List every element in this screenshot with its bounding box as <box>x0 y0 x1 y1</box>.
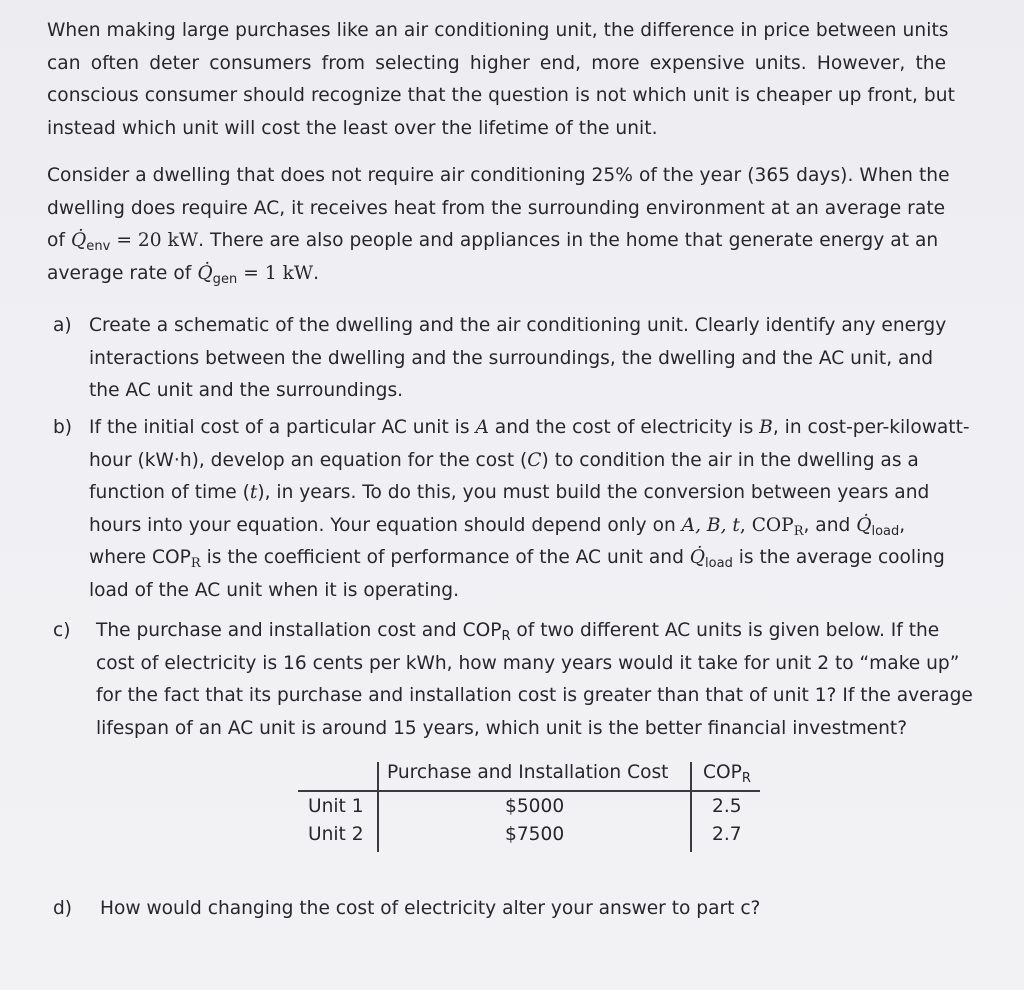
table-divider-vertical-left <box>377 762 379 852</box>
setup-line <box>47 225 992 258</box>
part-a-marker: a) <box>53 315 72 336</box>
var-list: A, B, t <box>681 514 740 536</box>
q-env-value: = 20 kW <box>110 230 199 251</box>
q-env-subscript: env <box>86 239 111 254</box>
table-row-cost: $5000 <box>505 796 565 817</box>
setup-line <box>47 258 992 291</box>
cop-subscript: R <box>190 556 201 571</box>
table-row-cop: 2.7 <box>712 824 742 845</box>
intro-line: instead which unit will cost the least over the lifetime of the unit. <box>47 117 658 139</box>
part-c-line: lifespan of an AC unit is around 15 years, which unit is the better financial investment? <box>96 717 908 739</box>
q-load-subscript: load <box>871 523 900 539</box>
text-fragment: hours into your equation. Your equation should depend only on <box>89 514 682 536</box>
part-d-body <box>100 893 1003 926</box>
text-fragment: and the cost of electricity is <box>488 417 760 438</box>
var-b: B <box>759 417 773 438</box>
q-gen-subscript: gen <box>212 271 238 287</box>
part-c-line: cost of electricity is 16 cents per kWh, how many years would it take for unit 2 to “make up” <box>96 652 960 674</box>
cop-subscript: R <box>501 629 511 644</box>
q-gen-value: = 1 kW <box>237 262 314 284</box>
text-fragment: of <box>47 230 71 251</box>
part-c-body <box>96 615 992 745</box>
text-fragment: average rate of <box>47 262 198 284</box>
setup-line: dwelling does require AC, it receives heat from the surrounding environment at an average rate <box>47 197 946 219</box>
setup-paragraph <box>47 160 992 290</box>
part-d-line: How would changing the cost of electricity alter your answer to part c? <box>100 898 761 919</box>
table-header-cop <box>703 762 751 786</box>
table-divider-vertical-right <box>690 762 692 852</box>
var-a: A <box>475 417 489 438</box>
text-fragment: If the initial cost of a particular AC unit is <box>89 417 476 438</box>
part-a-line: interactions between the dwelling and the surroundings, the dwelling and the AC unit, and <box>89 347 933 369</box>
text-fragment: , <box>899 514 906 536</box>
text-fragment: The purchase and installation cost and COP <box>96 620 502 641</box>
cop-label: , COP <box>739 514 794 536</box>
part-b-line <box>89 510 992 543</box>
intro-line: When making large purchases like an air conditioning unit, the difference in price between units <box>47 20 949 41</box>
setup-line: Consider a dwelling that does not require air conditioning 25% of the year (365 days). When the <box>47 165 950 186</box>
text-fragment: is the average cooling <box>732 547 945 568</box>
part-a-line: the AC unit and the surroundings. <box>89 380 404 401</box>
table-header-cost: Purchase and Installation Cost <box>387 762 669 783</box>
text-fragment: where COP <box>89 547 191 568</box>
text-fragment: . <box>313 262 320 284</box>
table-row-cost: $7500 <box>505 824 565 845</box>
part-c-marker: c) <box>53 620 71 641</box>
text-fragment: of two different AC units is given below. If the <box>510 620 940 641</box>
q-gen-symbol: Q̇ <box>197 262 213 284</box>
text-fragment: hour (kW·h), develop an equation for the cost ( <box>89 449 528 471</box>
var-t: t <box>249 482 258 503</box>
text-fragment: . There are also people and appliances in the home that generate energy at an <box>198 230 939 251</box>
part-a-body <box>89 310 992 408</box>
text-fragment: ), in years. To do this, you must build the conversion between years and <box>257 482 930 503</box>
part-b-line: load of the AC unit when it is operating. <box>89 579 459 601</box>
part-d-marker: d) <box>53 898 73 919</box>
cop-subscript: R <box>741 771 751 786</box>
part-c-line <box>96 615 992 648</box>
intro-line: can often deter consumers from selecting higher end, more expensive units. However, the <box>47 52 947 74</box>
part-b-body <box>89 412 992 607</box>
table-row-cop: 2.5 <box>712 796 742 817</box>
part-a-line: Create a schematic of the dwelling and the air conditioning unit. Clearly identify any energy <box>89 315 947 336</box>
text-fragment: , and <box>803 514 857 536</box>
text-fragment: COP <box>703 762 742 783</box>
q-load-symbol: Q̇ <box>689 547 706 568</box>
part-c-line: for the fact that its purchase and installation cost is greater than that of unit 1? If the average <box>96 685 973 706</box>
cop-subscript: R <box>793 523 804 539</box>
part-b-marker: b) <box>53 417 73 438</box>
text-fragment: function of time ( <box>89 482 250 503</box>
table-row-unit: Unit 2 <box>308 824 364 845</box>
part-b-line <box>89 542 992 575</box>
part-b-line <box>89 412 992 445</box>
text-fragment: is the coefficient of performance of the AC unit and <box>200 547 690 568</box>
part-b-line <box>89 477 992 510</box>
table-divider-horizontal <box>298 790 760 792</box>
table-row-unit: Unit 1 <box>308 796 364 817</box>
text-fragment: ) to condition the air in the dwelling as a <box>541 449 919 471</box>
part-b-line <box>89 445 992 478</box>
var-c: C <box>527 449 542 471</box>
intro-line: conscious consumer should recognize that the question is not which unit is cheaper up front, but <box>47 85 955 106</box>
text-fragment: , in cost-per-kilowatt- <box>772 417 970 438</box>
q-env-symbol: Q̇ <box>70 230 87 251</box>
q-load-subscript: load <box>705 556 733 571</box>
intro-paragraph <box>47 15 992 145</box>
q-load-symbol: Q̇ <box>856 514 872 536</box>
